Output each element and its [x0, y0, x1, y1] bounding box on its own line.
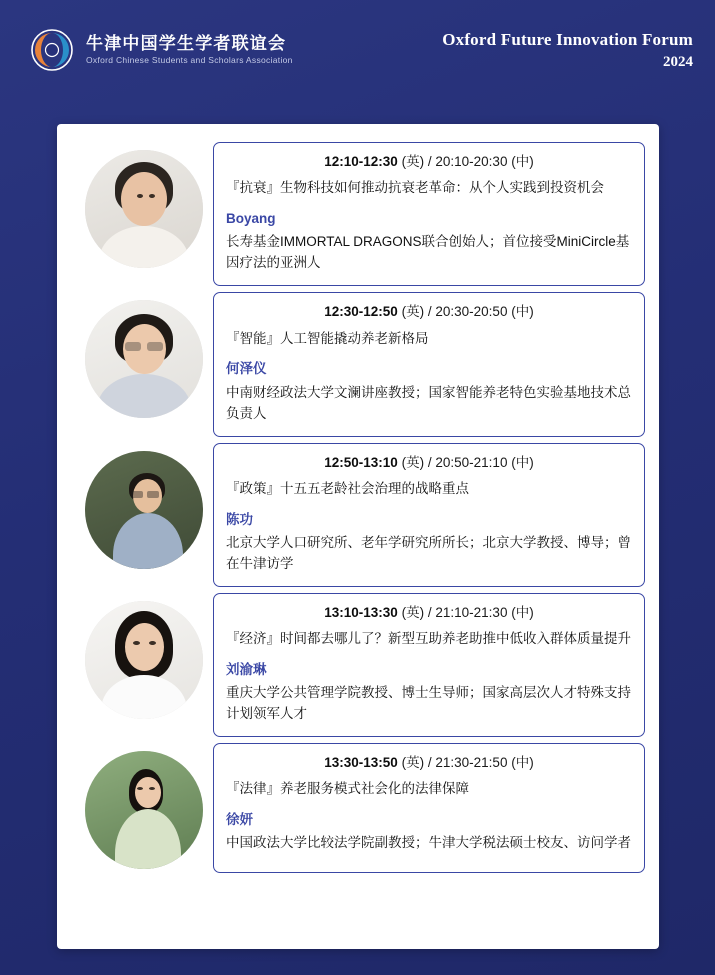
session-time-en: 12:30-12:50 — [324, 304, 398, 320]
session-time-cn: 21:30-21:50 — [435, 755, 508, 771]
session-time-separator: / — [427, 304, 432, 320]
brand-name-cn: 牛津中国学生学者联谊会 — [86, 33, 287, 53]
session-time-en: 13:10-13:30 — [324, 604, 398, 620]
session-time-cn-tag: (中) — [511, 154, 534, 169]
session-topic: 『政策』十五五老龄社会治理的战略重点 — [226, 480, 469, 496]
session-speaker-bio: 中国政法大学比较法学院副教授；牛津大学税法硕士校友、访问学者 — [226, 835, 631, 851]
session-time — [226, 302, 632, 322]
session-speaker-bio: 北京大学人口研究所、老年学研究所所长；北京大学教授、博导；曾在牛津访学 — [226, 534, 631, 571]
session-item — [71, 292, 645, 436]
session-time-en: 12:10-12:30 — [324, 154, 398, 169]
brand-text — [86, 34, 293, 66]
session-time — [226, 453, 632, 473]
session-topic: 『智能』人工智能撬动养老新格局 — [226, 330, 429, 346]
session-time-cn: 20:10-20:30 — [435, 154, 508, 169]
session-item — [71, 593, 645, 737]
session-speaker: 徐妍 — [226, 812, 253, 828]
session-box — [213, 292, 645, 436]
session-time-en: 13:30-13:50 — [324, 755, 398, 771]
session-box — [213, 593, 645, 737]
session-speaker: 何泽仪 — [226, 361, 267, 377]
session-time-en-tag: (英) — [401, 454, 425, 470]
session-time-separator: / — [427, 454, 432, 470]
brand-name-en: Oxford Chinese Students and Scholars Association — [86, 55, 293, 66]
session-speaker: 陈功 — [226, 511, 253, 527]
brand-block — [30, 28, 293, 72]
session-list — [71, 142, 645, 883]
session-box — [213, 142, 645, 286]
session-topic: 『经济』时间都去哪儿了？新型互助养老助推中低收入群体质量提升 — [226, 631, 631, 647]
session-speaker-bio: 中南财经政法大学文澜讲座教授；国家智能养老特色实验基地技术总负责人 — [226, 384, 631, 421]
session-time — [226, 753, 632, 773]
session-speaker: 刘渝琳 — [226, 661, 267, 677]
session-time-en-tag: (英) — [401, 304, 425, 320]
session-time-cn: 20:30-20:50 — [435, 304, 508, 320]
session-box — [213, 443, 645, 587]
session-time-cn: 20:50-21:10 — [435, 454, 508, 470]
session-speaker: Boyang — [226, 211, 276, 227]
agenda-card — [57, 124, 659, 949]
event-title: Oxford Future Innovation Forum — [442, 29, 693, 49]
session-item — [71, 142, 645, 286]
session-speaker-bio: 长寿基金IMMORTAL DRAGONS联合创始人；首位接受MiniCircle基因疗法的亚洲人 — [226, 234, 630, 271]
oxford-cssa-logo-icon — [30, 28, 74, 72]
session-time-cn-tag: (中) — [511, 604, 534, 620]
session-time-en-tag: (英) — [401, 755, 425, 771]
session-topic: 『抗衰』生物科技如何推动抗衰老革命：从个人实践到投资机会 — [226, 180, 604, 196]
session-item — [71, 743, 645, 883]
session-time-separator: / — [427, 154, 432, 169]
session-item — [71, 443, 645, 587]
session-time-cn: 21:10-21:30 — [435, 604, 508, 620]
session-time-en: 12:50-13:10 — [324, 454, 398, 470]
speaker-portrait-xuyan — [85, 751, 203, 869]
event-block — [442, 30, 693, 71]
poster-header — [0, 0, 715, 100]
event-year: 2024 — [663, 53, 693, 70]
speaker-portrait-hezeyi — [85, 300, 203, 418]
session-time — [226, 152, 632, 172]
session-time-separator: / — [427, 604, 432, 620]
speaker-portrait-boyang — [85, 150, 203, 268]
session-speaker-bio: 重庆大学公共管理学院教授、博士生导师；国家高层次人才特殊支持计划领军人才 — [226, 685, 631, 722]
session-topic: 『法律』养老服务模式社会化的法律保障 — [226, 781, 469, 797]
session-time-separator: / — [427, 755, 432, 771]
speaker-portrait-chengong — [85, 451, 203, 569]
session-time-cn-tag: (中) — [511, 755, 534, 771]
session-time-en-tag: (英) — [401, 604, 425, 620]
session-time-cn-tag: (中) — [511, 454, 534, 470]
speaker-portrait-liuyulin — [85, 601, 203, 719]
session-time-cn-tag: (中) — [511, 304, 534, 320]
session-time-en-tag: (英) — [401, 154, 425, 169]
session-box — [213, 743, 645, 873]
session-time — [226, 603, 632, 623]
